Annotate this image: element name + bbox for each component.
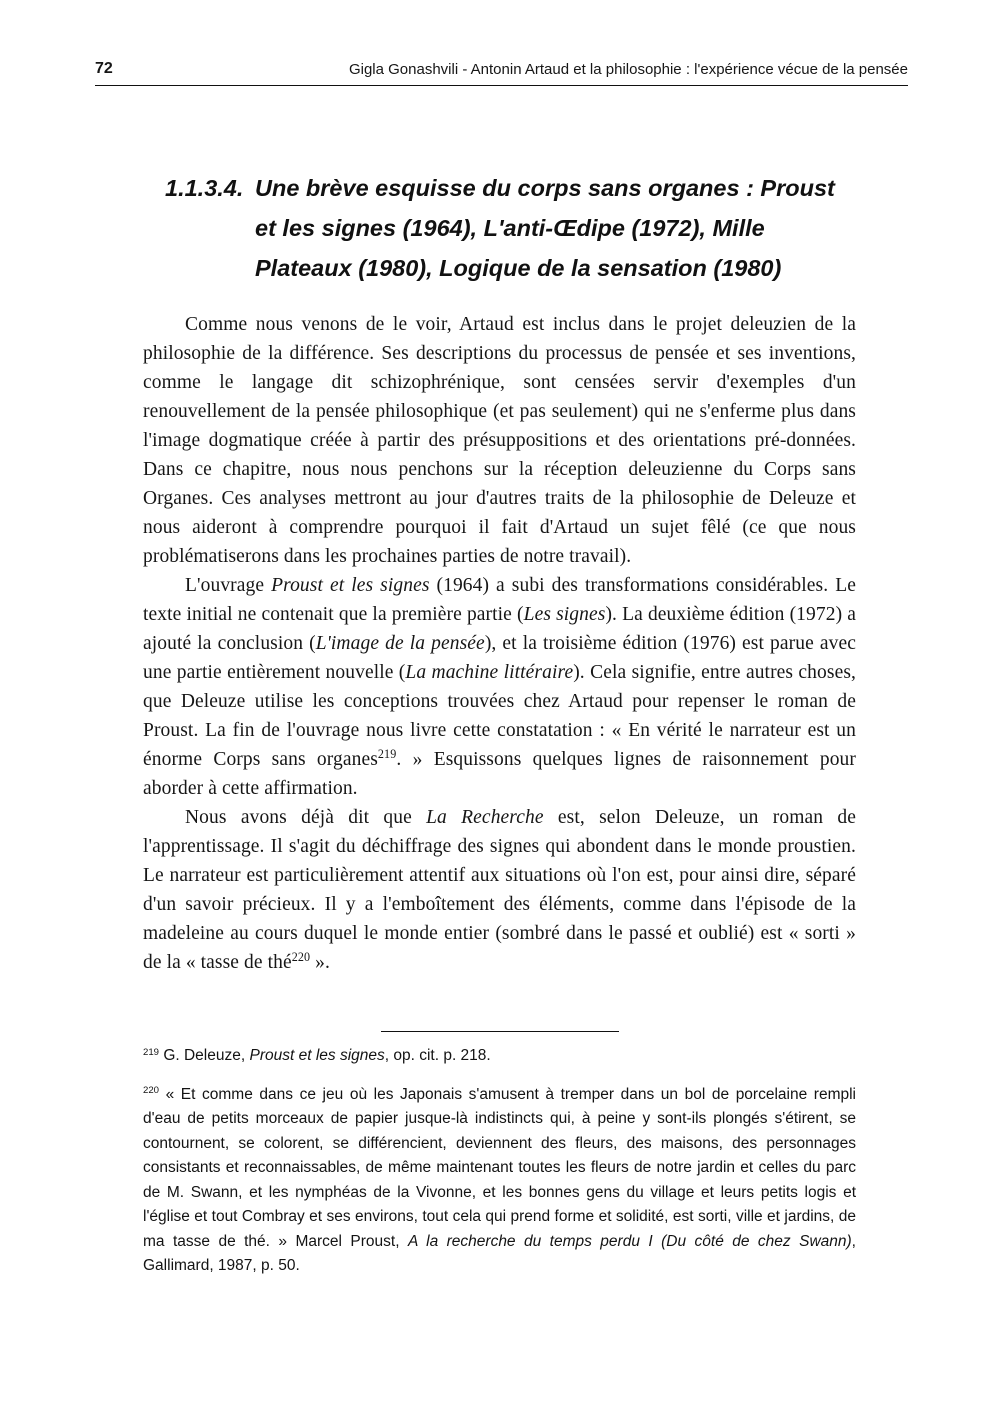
- section-heading: [143, 168, 856, 288]
- page-header: [95, 60, 908, 86]
- section-title-line: Une brève esquisse du corps sans organes : Proust: [255, 175, 835, 201]
- running-title: Gigla Gonashvili - Antonin Artaud et la philosophie : l'expérience vécue de la pensée: [348, 61, 908, 78]
- section-title-line: Plateaux (1980), Logique de la sensation (1980): [255, 255, 782, 281]
- footnotes: [143, 1044, 856, 1279]
- paragraph: Nous avons déjà dit que La Recherche est, selon Deleuze, un roman de l'apprentissage. Il s'agit du déchiffrage des signes qui abondent dans le monde proustien. Le narrateur est particulièrement attentif aux situations où l'on est, pour ainsi dire, séparé d'un savoir précieux. Il y a l'emboîtement des éléments, comme dans l'épisode de la madeleine au cours duquel le monde entier (sombré dans le passé et oublié) est « sorti » de la « tasse de thé$^{220}$ ».: [143, 807, 856, 973]
- section-number: 1.1.3.4.: [165, 175, 244, 201]
- paragraph: Comme nous venons de le voir, Artaud est inclus dans le projet deleuzien de la philosophie de la différence. Ses descriptions du processus de pensée et ses inventions, comme le langage dit schizophrénique, sont censées servir d'exemples d'un renouvellement de la pensée philosophique (et pas seulement) qui ne s'enferme plus dans l'image dogmatique créée à partir des présuppositions et des orientations pré-données. Dans ce chapitre, nous nous penchons sur la réception deleuzienne du Corps sans Organes. Ces analyses mettront au jour d'autres traits de la philosophie de Deleuze et nous aideront à comprendre pourquoi il fait d'Artaud un sujet fêlé (ce que nous problématiserons dans les prochaines parties de notre travail).: [143, 314, 856, 567]
- page-content: [143, 168, 856, 1279]
- page-number: 72: [95, 60, 113, 77]
- section-title: [255, 168, 835, 288]
- footnote-separator: [381, 1031, 619, 1032]
- footnote: $^{219}$ G. Deleuze, Proust et les signes, op. cit. p. 218.: [143, 1046, 491, 1064]
- paragraph: L'ouvrage Proust et les signes (1964) a subi des transformations considérables. Le texte initial ne contenait que la première partie (Les signes). La deuxième édition (1972) a ajouté la conclusion (L'image de la pensée), et la troisième édition (1976) est parue avec une partie entièrement nouvelle (La machine littéraire). Cela signifie, entre autres choses, que Deleuze utilise les conceptions trouvées chez Artaud pour repenser le roman de Proust. La fin de l'ouvrage nous livre cette constatation : « En vérité le narrateur est un énorme Corps sans organes$^{219}$. » Esquissons quelques lignes de raisonnement pour aborder à cette affirmation.: [143, 575, 856, 799]
- section-title-line: et les signes (1964), L'anti-Œdipe (1972), Mille: [255, 215, 765, 241]
- body-text: [143, 310, 856, 977]
- footnote: $^{220}$ « Et comme dans ce jeu où les Japonais s'amusent à tremper dans un bol de porcelaine rempli d'eau de petits morceaux de papier jusque-là indistincts qui, à peine y sont-ils plongés s'étirent, se contournent, se colorent, se différencient, deviennent des fleurs, des maisons, des personnages consistants et reconnaissables, de même maintenant toutes les fleurs de notre jardin et celles du parc de M. Swann, et les nymphéas de la Vivonne, et les bonnes gens du village et leurs petits logis et l'église et tout Combray et ses environs, tout cela qui prend forme et solidité, est sorti, ville et jardins, de ma tasse de thé. » Marcel Proust, A la recherche du temps perdu I (Du côté de chez Swann), Gallimard, 1987, p. 50.: [143, 1085, 856, 1274]
